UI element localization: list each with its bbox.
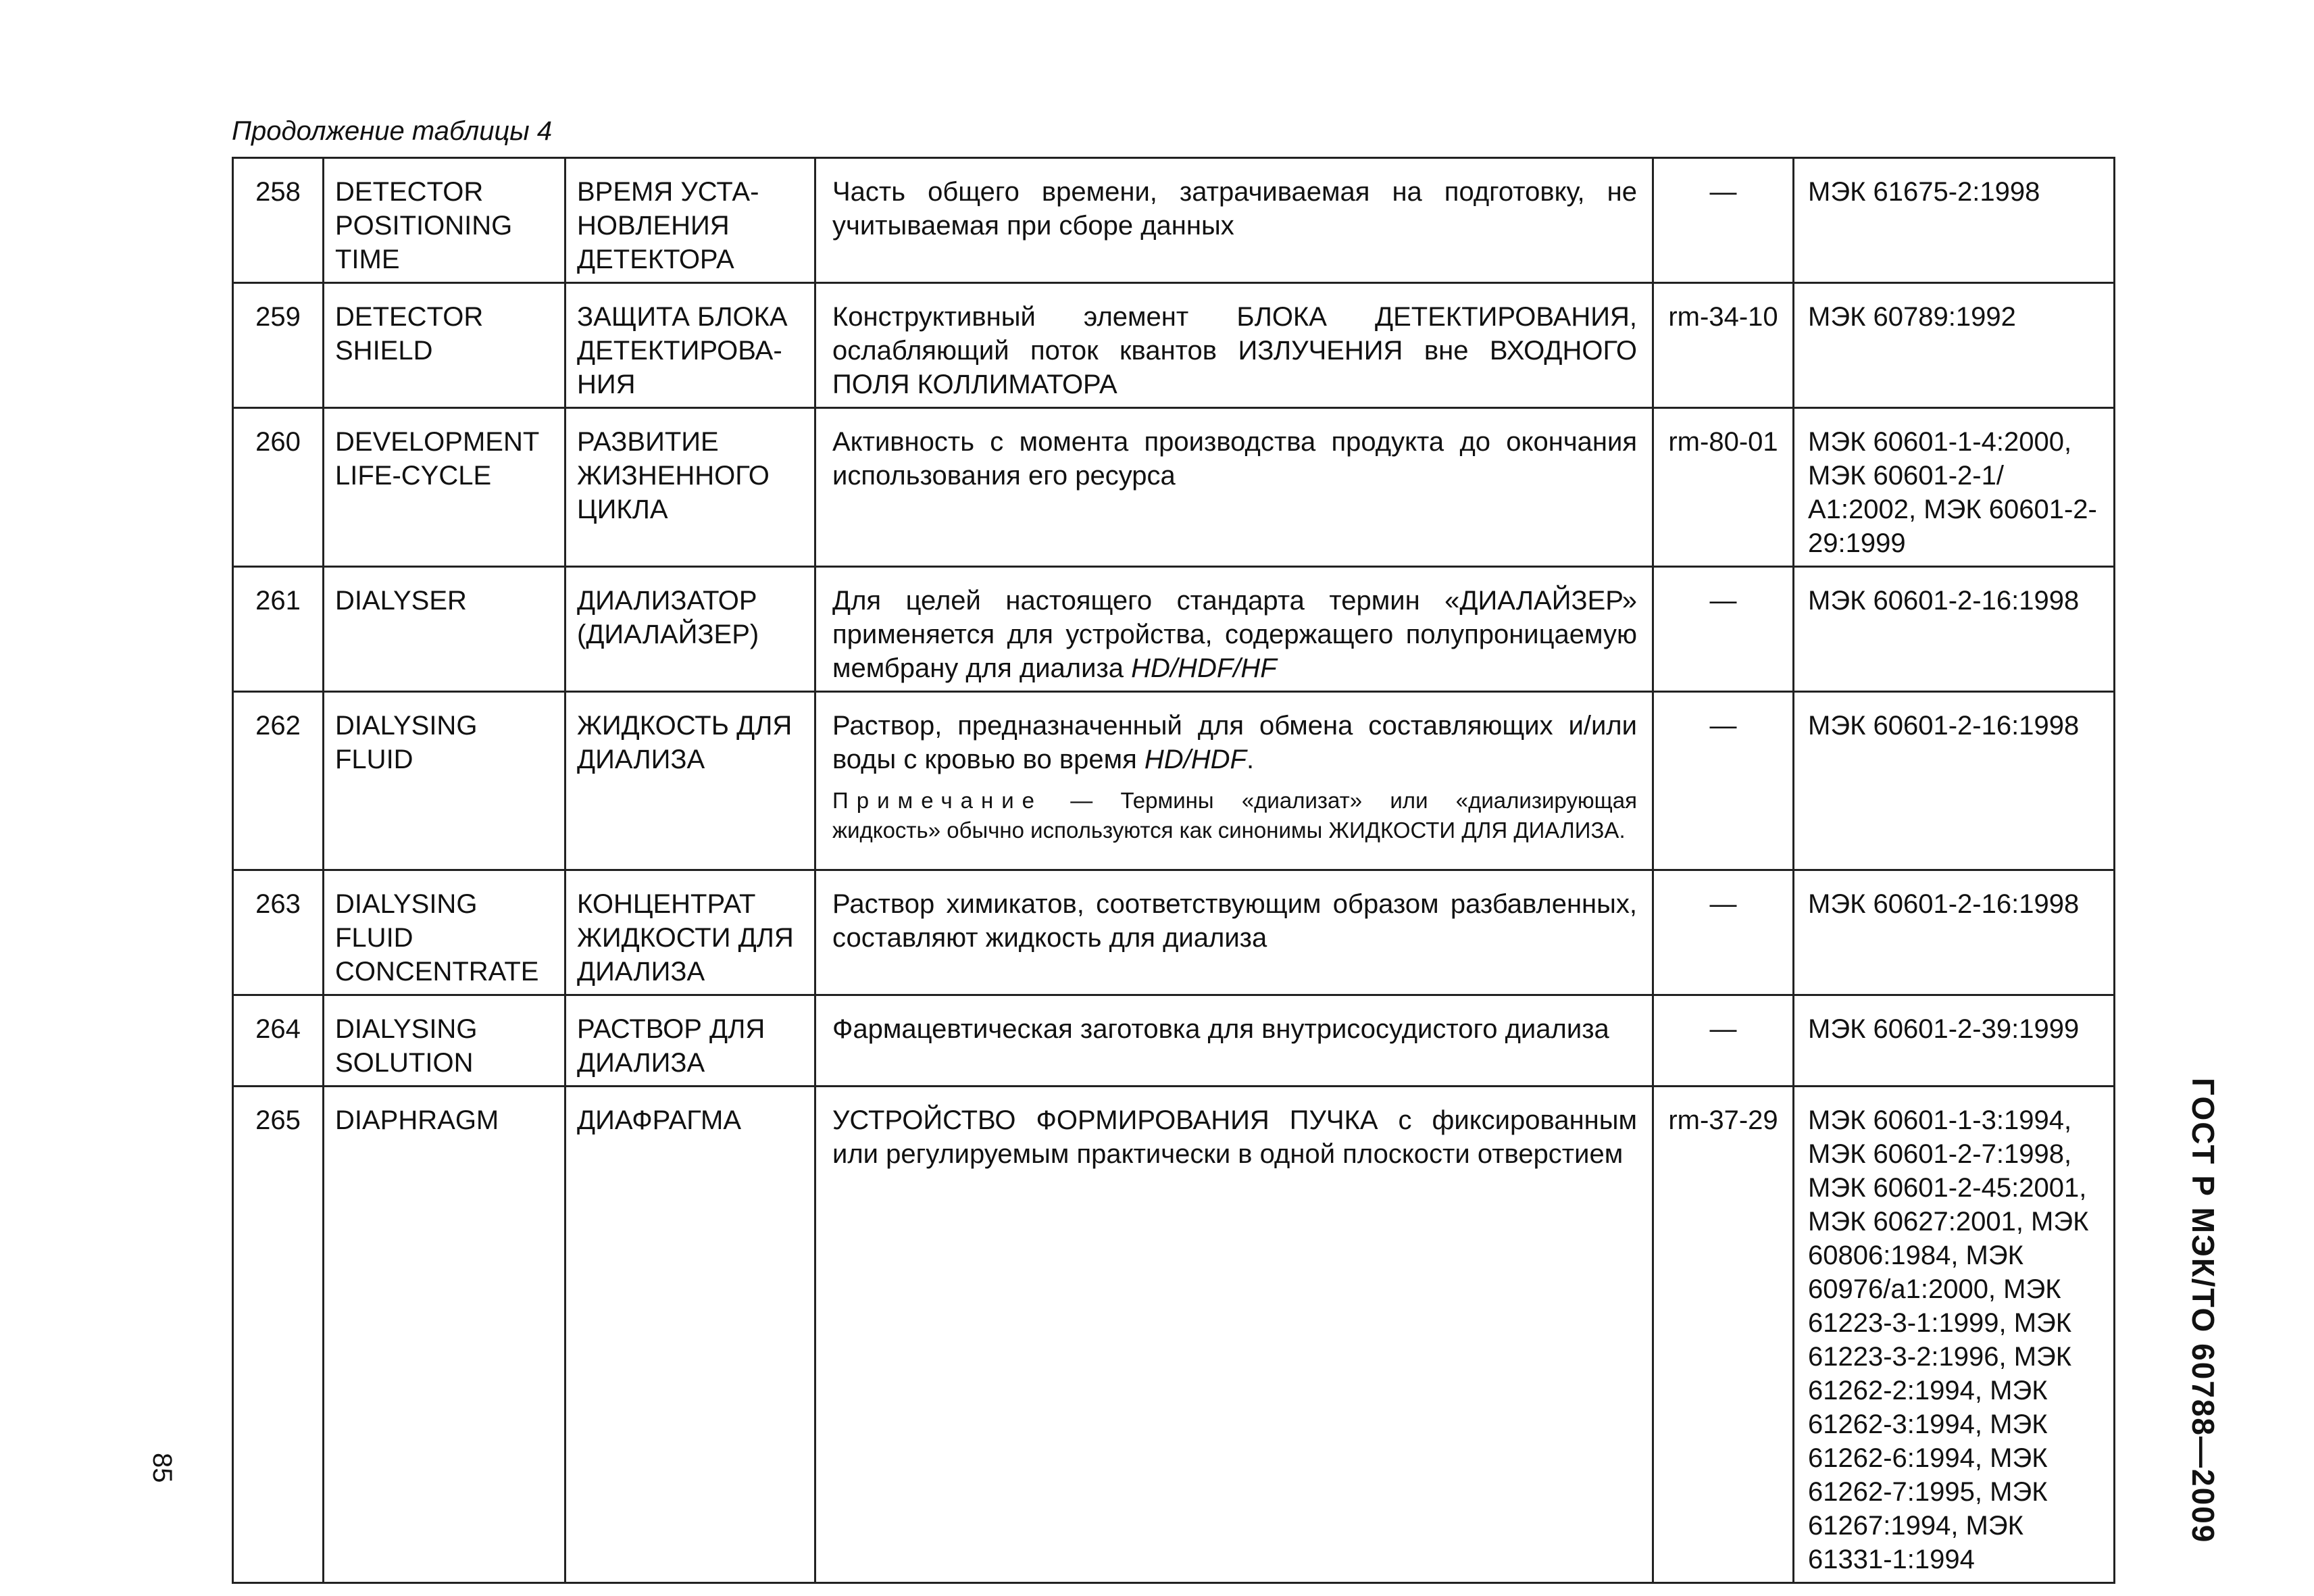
english-term: DIALYSER — [324, 567, 565, 692]
term-code: — — [1653, 567, 1794, 692]
definition: Раствор химикатов, соответствующим образом разбавленных, составляют жидкость для диализа — [815, 870, 1653, 995]
english-term: DETECTOR POSITIONING TIME — [324, 158, 565, 283]
row-number: 262 — [233, 692, 324, 870]
row-number: 264 — [233, 995, 324, 1087]
term-code: rm-37-29 — [1653, 1087, 1794, 1583]
term-code: — — [1653, 995, 1794, 1087]
standard-reference: МЭК 60601-2-16:1998 — [1794, 567, 2115, 692]
row-number: 263 — [233, 870, 324, 995]
russian-term: ВРЕМЯ УСТА-НОВЛЕНИЯ ДЕТЕКТОРА — [565, 158, 815, 283]
definition-italic: HD/HDF/HF — [1131, 653, 1277, 683]
russian-term: ДИАФРАГМА — [565, 1087, 815, 1583]
standard-reference: МЭК 61675-2:1998 — [1794, 158, 2115, 283]
term-code: rm-34-10 — [1653, 283, 1794, 408]
definition — [815, 567, 1653, 692]
page-number: 85 — [147, 1453, 177, 1483]
definition: Фармацевтическая заготовка для внутрисосудистого диализа — [815, 995, 1653, 1087]
russian-term: РАСТВОР ДЛЯ ДИАЛИЗА — [565, 995, 815, 1087]
definition-note — [832, 786, 1637, 845]
table-row — [233, 158, 2115, 283]
russian-term: РАЗВИТИЕ ЖИЗНЕННОГО ЦИКЛА — [565, 408, 815, 567]
definition-text: Раствор, предназначенный для обмена составляющих и/или воды с кровью во время — [832, 711, 1637, 774]
english-term: DETECTOR SHIELD — [324, 283, 565, 408]
russian-term: ЖИДКОСТЬ ДЛЯ ДИАЛИЗА — [565, 692, 815, 870]
table-row — [233, 408, 2115, 567]
english-term: DIALYSING FLUID — [324, 692, 565, 870]
term-code: — — [1653, 692, 1794, 870]
definition — [815, 692, 1653, 870]
note-text: — Термины «диализат» или «диализирующая жидкость» обычно используются как синонимы ЖИДКОСТИ ДЛЯ ДИАЛИЗА. — [832, 788, 1637, 843]
definition-italic: HD/HDF — [1144, 745, 1247, 774]
standard-reference: МЭК 60601-1-4:2000, МЭК 60601-2-1/А1:2002, МЭК 60601-2-29:1999 — [1794, 408, 2115, 567]
table-row — [233, 567, 2115, 692]
term-code: — — [1653, 158, 1794, 283]
table-row — [233, 283, 2115, 408]
definition: Активность с момента производства продукта до окончания использования его ресурса — [815, 408, 1653, 567]
english-term: DIALYSING FLUID CONCENTRATE — [324, 870, 565, 995]
definition: Часть общего времени, затрачиваемая на подготовку, не учитываемая при сборе данных — [815, 158, 1653, 283]
english-term: DIALYSING SOLUTION — [324, 995, 565, 1087]
table-row — [233, 870, 2115, 995]
table-row — [233, 1087, 2115, 1583]
definition-tail: . — [1246, 745, 1255, 774]
russian-term: ДИАЛИЗАТОР (ДИАЛАЙЗЕР) — [565, 567, 815, 692]
english-term: DEVELOPMENT LIFE-CYCLE — [324, 408, 565, 567]
standard-reference: МЭК 60601-1-3:1994, МЭК 60601-2-7:1998, МЭК 60601-2-45:2001, МЭК 60627:2001, МЭК 60806:1984, МЭК 60976/а1:2000, МЭК 61223-3-1:1999, МЭК 61223-3-2:1996, МЭК 61262-2:1994, МЭК 61262-3:1994, МЭК 61262-6:1994, МЭК 61262-7:1995, МЭК 61267:1994, МЭК 61331-1:1994 — [1794, 1087, 2115, 1583]
table-row — [233, 692, 2115, 870]
definition-text: Для целей настоящего стандарта термин «ДИАЛАЙЗЕР» применяется для устройства, содержащего полупроницаемую мембрану для диализа — [832, 586, 1637, 683]
standard-reference: МЭК 60601-2-16:1998 — [1794, 870, 2115, 995]
terms-table — [232, 157, 2115, 1584]
row-number: 258 — [233, 158, 324, 283]
table-caption: Продолжение таблицы 4 — [232, 116, 553, 146]
term-code: rm-80-01 — [1653, 408, 1794, 567]
note-label: Примечание — [832, 788, 1043, 813]
definition: Конструктивный элемент БЛОКА ДЕТЕКТИРОВАНИЯ, ослабляющий поток квантов ИЗЛУЧЕНИЯ вне ВХОДНОГО ПОЛЯ КОЛЛИМАТОРА — [815, 283, 1653, 408]
definition: УСТРОЙСТВО ФОРМИРОВАНИЯ ПУЧКА с фиксированным или регулируемым практически в одной плоскости отверстием — [815, 1087, 1653, 1583]
standard-reference: МЭК 60789:1992 — [1794, 283, 2115, 408]
row-number: 260 — [233, 408, 324, 567]
russian-term: КОНЦЕНТРАТ ЖИДКОСТИ ДЛЯ ДИАЛИЗА — [565, 870, 815, 995]
document-designation: ГОСТ Р МЭК/ТО 60788—2009 — [2186, 1078, 2221, 1544]
standard-reference: МЭК 60601-2-16:1998 — [1794, 692, 2115, 870]
row-number: 261 — [233, 567, 324, 692]
row-number: 259 — [233, 283, 324, 408]
table-row — [233, 995, 2115, 1087]
english-term: DIAPHRAGM — [324, 1087, 565, 1583]
standard-reference: МЭК 60601-2-39:1999 — [1794, 995, 2115, 1087]
row-number: 265 — [233, 1087, 324, 1583]
russian-term: ЗАЩИТА БЛОКА ДЕТЕКТИРОВА-НИЯ — [565, 283, 815, 408]
term-code: — — [1653, 870, 1794, 995]
